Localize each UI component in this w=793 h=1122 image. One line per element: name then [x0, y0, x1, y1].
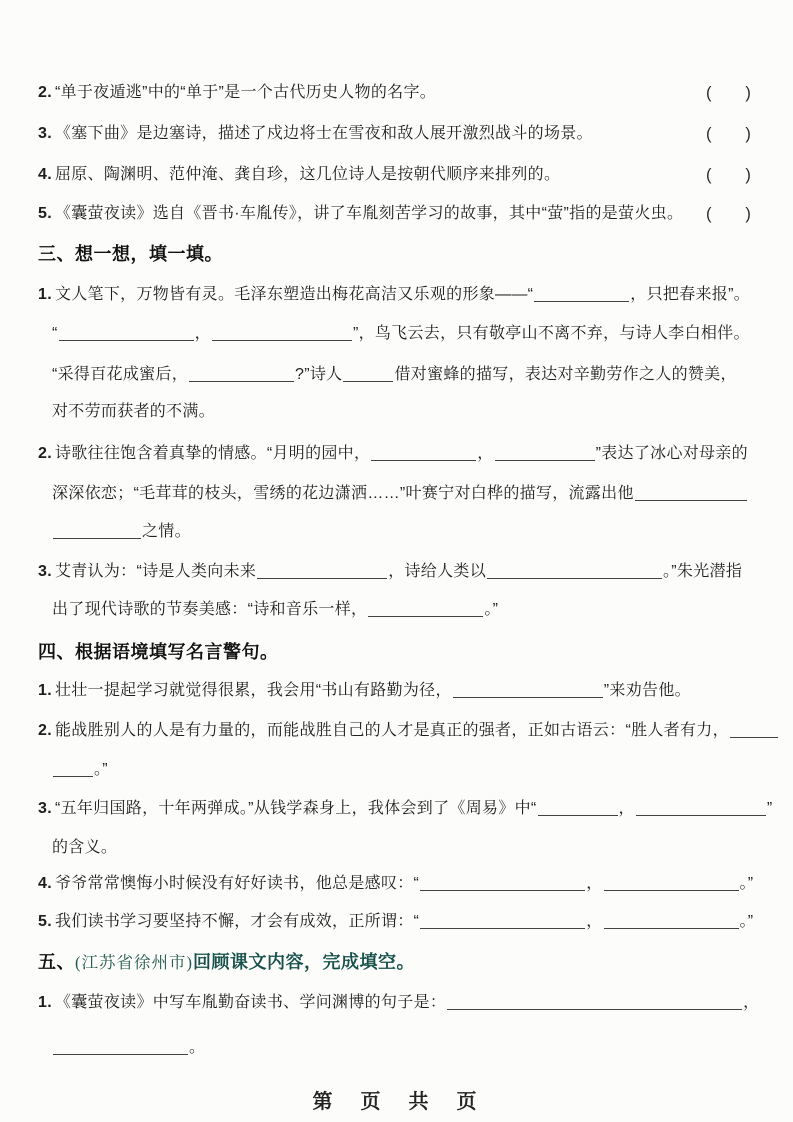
s3-q2-line1 — [38, 444, 748, 464]
blank-field — [189, 379, 294, 382]
blank-field — [487, 576, 662, 579]
blank-field — [420, 888, 585, 891]
blank-field — [604, 926, 739, 929]
blank-field — [212, 338, 352, 341]
s3-q3-line1 — [38, 562, 742, 582]
answer-brackets: ( ) — [706, 166, 752, 184]
judge-question-2 — [38, 83, 752, 103]
blank-field — [343, 379, 393, 382]
section-heading-text: 三、想一想，填一填。 — [38, 244, 223, 264]
s4-q3-line2 — [52, 838, 117, 858]
text-segment: 壮壮一提起学习就觉得很累，我会用“书山有路勤为径， — [54, 682, 452, 699]
blank-field — [635, 498, 747, 501]
blank-field — [59, 338, 194, 341]
s3-q1-line4 — [52, 402, 215, 422]
text-segment: ， — [586, 875, 603, 892]
s4-q3-line1 — [38, 799, 773, 819]
text-segment: 我们读书学习要坚持不懈，才会有成效，正所谓：“ — [54, 913, 420, 930]
text-segment: 《塞下曲》是边塞诗，描述了戍边将士在雪夜和敌人展开激烈战斗的场景。 — [54, 125, 593, 142]
s4-q2-line1 — [38, 721, 779, 741]
blank-field — [53, 774, 93, 777]
text-segment: “单于夜遁逃”中的“单于”是一个古代历史人物的名字。 — [54, 84, 437, 101]
s3-q1-line3 — [52, 365, 737, 385]
s3-q3-line2 — [52, 600, 498, 620]
text-segment: 。” — [484, 601, 499, 618]
s5-q1-line2 — [52, 1038, 205, 1058]
answer-brackets: ( ) — [706, 205, 752, 223]
section-heading-text: 回顾课文内容，完成填空。 — [193, 952, 415, 972]
s3-q2-line3 — [52, 522, 191, 542]
text-segment: 艾青认为：“诗是人类向未来 — [54, 563, 257, 580]
question-number: 4. — [38, 166, 52, 183]
blank-field — [495, 458, 595, 461]
question-number: 2. — [38, 722, 52, 739]
judge-question-3 — [38, 124, 752, 144]
question-number: 1. — [38, 682, 52, 699]
blank-field — [53, 1052, 188, 1055]
question-number: 3. — [38, 125, 52, 142]
section-heading-text: 五、 — [38, 952, 75, 972]
section5-title — [38, 951, 415, 974]
text-segment: ，诗给人类以 — [388, 563, 486, 580]
text-segment: “ — [52, 325, 58, 342]
text-segment: ， — [194, 325, 211, 342]
text-segment: 屈原、陶渊明、范仲淹、龚自珍，这几位诗人是按朝代顺序来排列的。 — [54, 166, 561, 183]
blank-field — [53, 536, 141, 539]
text-segment: ， — [618, 800, 635, 817]
text-segment: 之情。 — [142, 523, 191, 540]
question-number: 1. — [38, 994, 52, 1011]
blank-field — [447, 1007, 742, 1010]
blank-field — [604, 888, 739, 891]
question-number: 2. — [38, 445, 52, 462]
text-segment: ?”诗人 — [295, 366, 343, 383]
s4-q4 — [38, 874, 753, 894]
judge-question-5 — [38, 204, 752, 224]
text-segment: ”表达了冰心对母亲的 — [595, 445, 748, 462]
text-segment: 对不劳而获者的不满。 — [52, 403, 216, 420]
text-segment: 深深依恋；“毛茸茸的枝头，雪绣的花边潇洒……”叶赛宁对白桦的描写，流露出他 — [52, 485, 634, 502]
blank-field — [534, 299, 629, 302]
text-segment: ， — [743, 994, 760, 1011]
blank-field — [453, 695, 603, 698]
blank-field — [420, 926, 585, 929]
text-segment: “采得百花成蜜后， — [52, 366, 189, 383]
text-segment: 。”朱光潜指 — [663, 563, 743, 580]
text-segment: ” — [766, 800, 773, 817]
question-number: 5. — [38, 205, 52, 222]
text-segment: 的含义。 — [52, 839, 118, 856]
page-footer: 第 页 共 页 — [312, 1091, 481, 1113]
text-segment: 。 — [189, 1039, 206, 1056]
blank-field — [636, 813, 766, 816]
s4-q2-line2 — [52, 760, 108, 780]
text-segment: “五年归国路，十年两弹成。”从钱学森身上，我体会到了《周易》中“ — [54, 800, 537, 817]
text-segment: 。” — [739, 875, 754, 892]
answer-brackets: ( ) — [706, 84, 752, 102]
question-number: 1. — [38, 286, 52, 303]
s3-q1-line1 — [38, 285, 750, 305]
text-segment: ，只把春来报”。 — [630, 286, 751, 303]
blank-field — [538, 813, 618, 816]
section4-title — [38, 641, 279, 664]
text-segment: ， — [477, 445, 494, 462]
answer-brackets: ( ) — [706, 125, 752, 143]
text-segment: 出了现代诗歌的节奏美感：“诗和音乐一样， — [52, 601, 368, 618]
question-number: 3. — [38, 800, 52, 817]
blank-field — [730, 735, 778, 738]
text-segment: ， — [586, 913, 603, 930]
section3-title — [38, 243, 223, 266]
s5-q1-line1 — [38, 993, 759, 1013]
text-segment: 诗歌往往饱含着真挚的情感。“月明的园中， — [54, 445, 371, 462]
blank-field — [368, 614, 483, 617]
text-segment: ”来劝告他。 — [603, 682, 691, 699]
text-segment: 。” — [94, 761, 108, 778]
text-segment: 《囊萤夜读》选自《晋书·车胤传》，讲了车胤刻苦学习的故事，其中“萤”指的是萤火虫。 — [54, 205, 684, 222]
s3-q1-line2 — [52, 324, 750, 344]
text-segment: 借对蜜蜂的描写，表达对辛勤劳作之人的赞美， — [394, 366, 737, 383]
s4-q1 — [38, 681, 691, 701]
blank-field — [371, 458, 476, 461]
question-number: 3. — [38, 563, 52, 580]
judge-question-4 — [38, 165, 752, 185]
text-segment: 爷爷常常懊悔小时候没有好好读书，他总是感叹：“ — [54, 875, 420, 892]
s3-q2-line2 — [52, 484, 748, 504]
text-segment: ”，鸟飞云去，只有敬亭山不离不弃，与诗人李白相伴。 — [352, 325, 750, 342]
section-heading-text: 四、根据语境填写名言警句。 — [38, 642, 279, 662]
question-source-label: (江苏省徐州市) — [75, 953, 193, 972]
s4-q5 — [38, 912, 753, 932]
blank-field — [257, 576, 387, 579]
question-number: 4. — [38, 875, 52, 892]
text-segment: 。” — [739, 913, 754, 930]
text-segment: 能战胜别人的人是有力量的，而能战胜自己的人才是真正的强者，正如古语云：“胜人者有力， — [54, 722, 729, 739]
question-number: 5. — [38, 913, 52, 930]
text-segment: 《囊萤夜读》中写车胤勤奋读书、学问渊博的句子是： — [54, 994, 447, 1011]
text-segment: 文人笔下，万物皆有灵。毛泽东塑造出梅花高洁又乐观的形象——“ — [54, 286, 534, 303]
question-number: 2. — [38, 84, 52, 101]
